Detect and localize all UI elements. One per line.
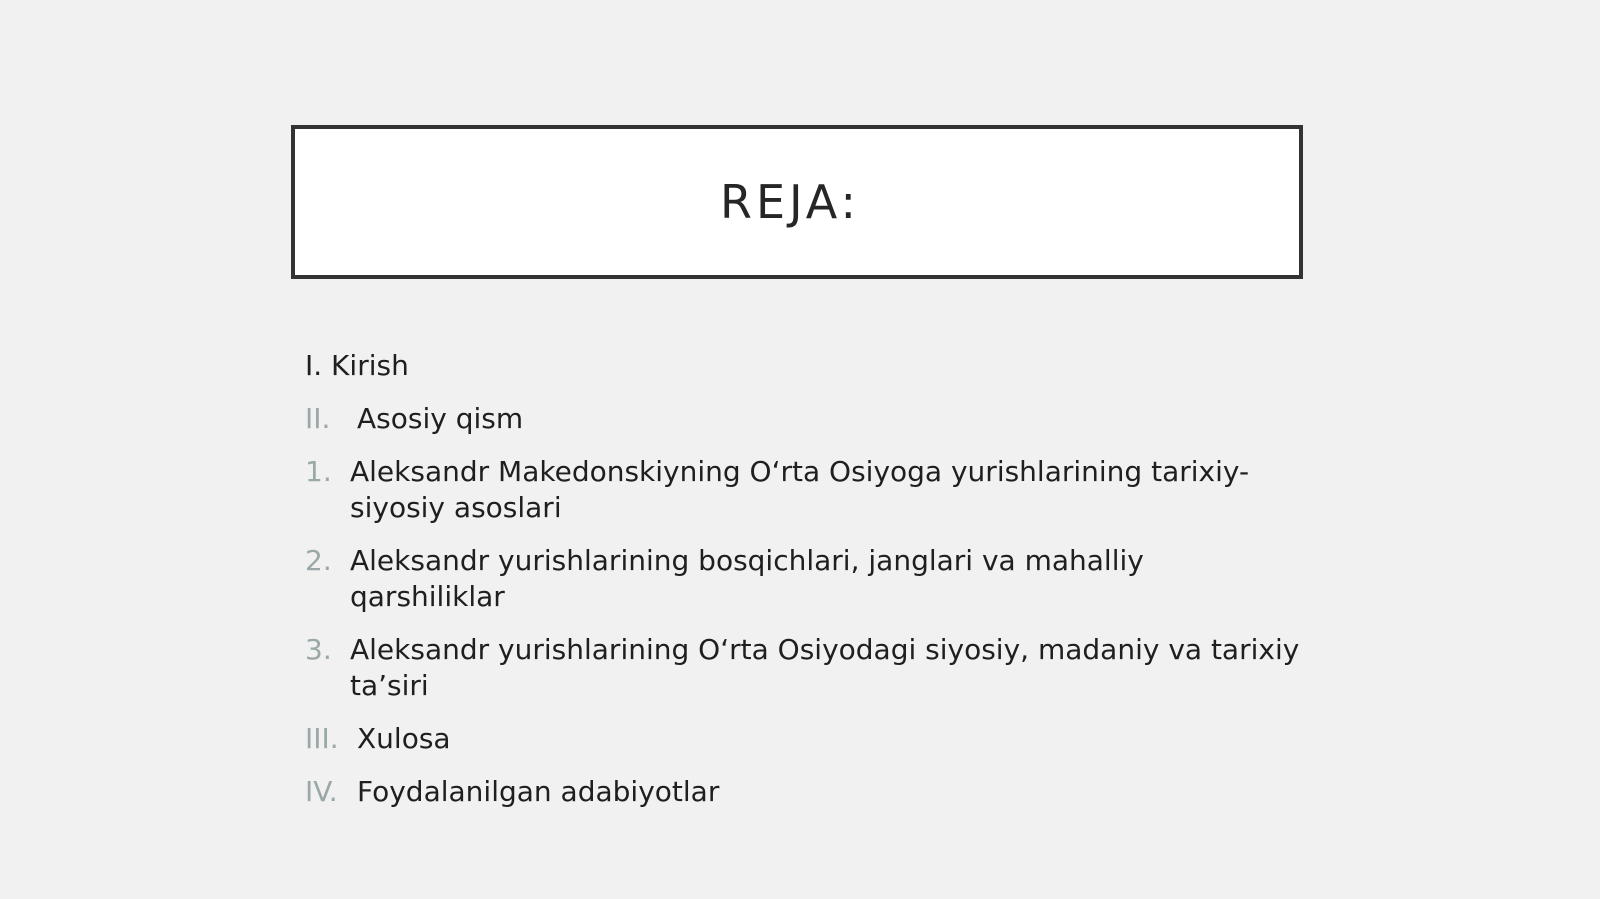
title-box xyxy=(291,125,1303,279)
list-item-text: Aleksandr yurishlarining bosqichlari, janglari va mahalliy qarshiliklar xyxy=(350,544,1144,613)
list-item-text: I. Kirish xyxy=(305,349,409,382)
list-item-marker: III. xyxy=(305,722,339,755)
list-item xyxy=(305,543,1305,615)
list-item-text: Asosiy qism xyxy=(357,402,524,435)
list-item-text: Aleksandr yurishlarining O‘rta Osiyodagi siyosiy, madaniy va tarixiy ta’siri xyxy=(350,633,1300,702)
list-item-marker: 3. xyxy=(305,633,332,666)
list-item xyxy=(305,401,1305,437)
list-item-text: Xulosa xyxy=(357,722,451,755)
slide-title: REJA: xyxy=(720,175,860,229)
list-item xyxy=(305,721,1305,757)
list-item-marker: 2. xyxy=(305,544,332,577)
list-item-text: Aleksandr Makedonskiyning O‘rta Osiyoga yurishlarining tarixiy-siyosiy asoslari xyxy=(350,455,1250,524)
plan-list xyxy=(305,348,1305,827)
list-item xyxy=(305,774,1305,810)
list-item xyxy=(305,454,1305,526)
list-item-marker: II. xyxy=(305,402,331,435)
list-item xyxy=(305,632,1305,704)
list-item-marker: IV. xyxy=(305,775,338,808)
list-item-marker: 1. xyxy=(305,455,332,488)
list-item-text: Foydalanilgan adabiyotlar xyxy=(357,775,720,808)
list-item xyxy=(305,348,1305,384)
